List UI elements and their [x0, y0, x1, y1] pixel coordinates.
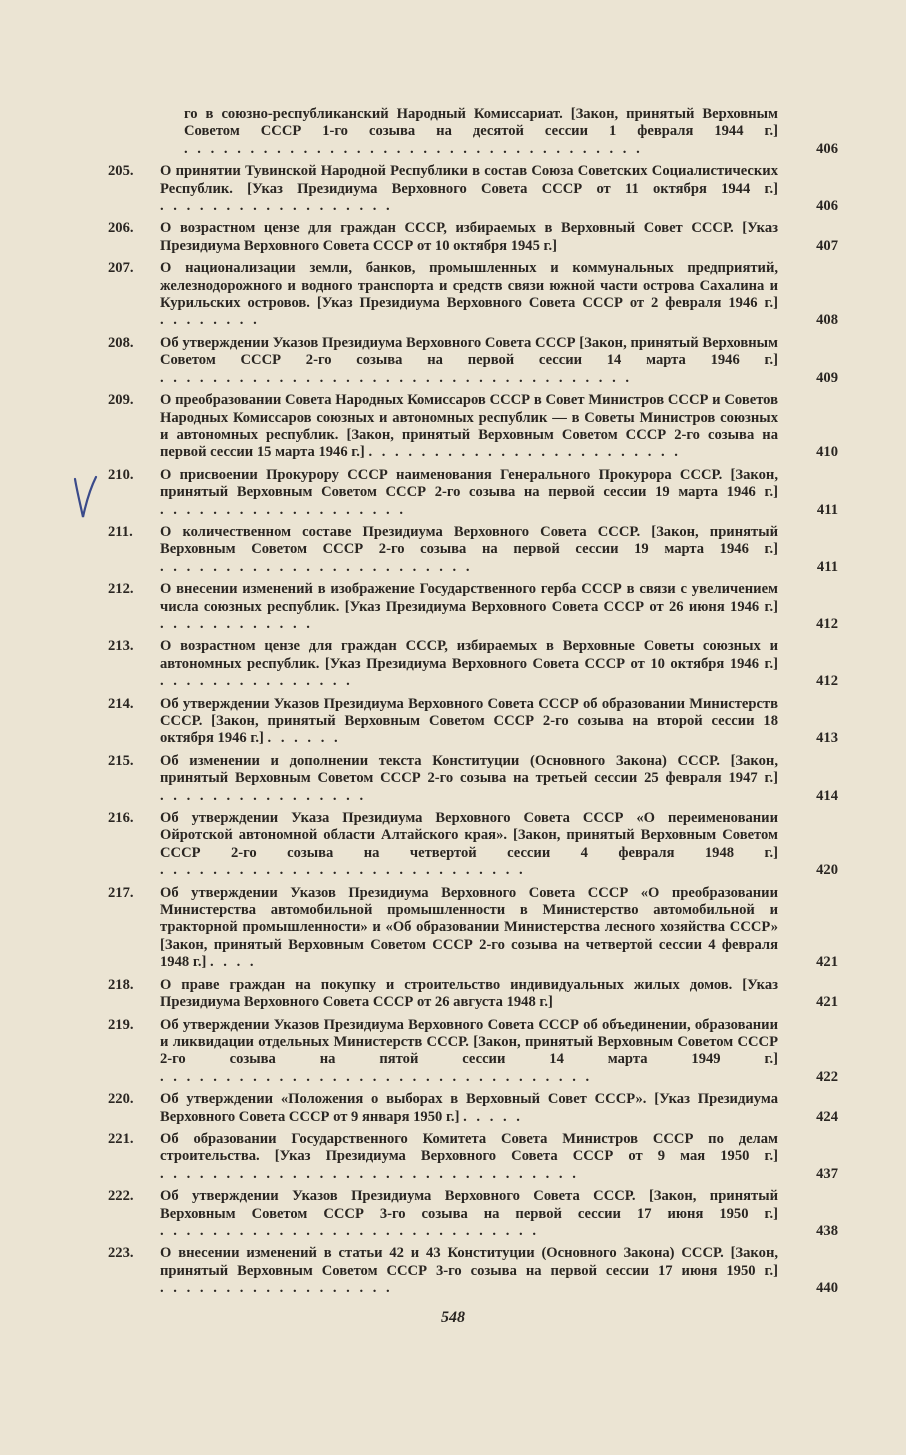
- entry-page-number: 438: [816, 1222, 838, 1239]
- entry-title: [160, 335, 778, 387]
- entry-title: [160, 753, 778, 805]
- entry-number: 212.: [108, 581, 134, 598]
- entry-page-number: 410: [816, 444, 838, 461]
- entry-title: [160, 977, 778, 1012]
- entry-title-text: О возрастном цензе для граждан СССР, избираемых в Верховный Совет СССР. [Указ Президиума Верховного Совета СССР от 10 октября 1945 г.]: [160, 220, 778, 254]
- entry-page-number: 422: [816, 1068, 838, 1085]
- entry-number: 219.: [108, 1016, 134, 1033]
- dot-leader: . . . . . . . . . . . . . . . . . . . . . . . . . . . . . . . . .: [160, 1068, 593, 1085]
- entry-title-text: О внесении изменений в изображение Государственного герба СССР в связи с увеличением числа союзных республик. [Указ Президиума Верховного Совета СССР от 26 июня 1946 г.]: [160, 581, 778, 615]
- entry-title-text: Об утверждении Указа Президиума Верховного Совета СССР «О переименовании Ойротской автономной области Алтайского края». [Закон, принятый Верховным Советом СССР 2-го созыва на четвертой сессии 4 февраля 1948 г.]: [160, 810, 778, 861]
- table-of-contents: [108, 106, 838, 1303]
- entry-page-number: 413: [816, 730, 838, 747]
- entry-title: [160, 467, 778, 519]
- toc-entry: [108, 392, 838, 462]
- dot-leader: . . . . . . . . . . . . . . .: [160, 673, 353, 690]
- dot-leader: . . . . . . . . . . . . . . . .: [160, 787, 367, 804]
- entry-number: 215.: [108, 752, 134, 769]
- entry-number: 216.: [108, 810, 134, 827]
- entry-title-text: Об утверждении «Положения о выборах в Верховный Совет СССР». [Указ Президиума Верховного Совета СССР от 9 января 1950 г.]: [160, 1091, 778, 1125]
- entry-title-text: Об образовании Государственного Комитета Совета Министров СССР по делам строительства. [Указ Президиума Верховного Совета СССР от 9 мая 1950 г.]: [160, 1130, 778, 1165]
- toc-entry: [108, 220, 838, 255]
- toc-entry: [108, 1091, 838, 1126]
- entry-page-number: 424: [816, 1108, 838, 1125]
- entry-title: [160, 696, 778, 748]
- entry-title-text: О количественном составе Президиума Верховного Совета СССР. [Закон, принятый Верховным Советом СССР 2-го созыва на первой сессии 19 марта 1946 г.]: [160, 523, 778, 558]
- entry-title: [160, 1091, 778, 1126]
- toc-entry: [108, 977, 838, 1012]
- entry-title: [160, 163, 778, 215]
- entry-title: [184, 106, 778, 158]
- dot-leader: . . . . . . . . . . . . . . . . . . .: [160, 501, 406, 518]
- entry-title-text: Об утверждении Указов Президиума Верховного Совета СССР. [Закон, принятый Верховным Советом СССР 3-го созыва на первой сессии 17 июня 1950 г.]: [160, 1188, 778, 1222]
- entry-number: 210.: [108, 466, 134, 483]
- dot-leader: . . . . . . . .: [160, 312, 260, 329]
- entry-number: 223.: [108, 1245, 134, 1262]
- entry-number: 209.: [108, 392, 134, 409]
- dot-leader: . . . . . . . . . . . . . . . . . . . . . . . . . . . . . . . .: [160, 1165, 579, 1182]
- entry-title-text: О присвоении Прокурору СССР наименования Генерального Прокурора СССР. [Закон, принятый Верховным Советом СССР 2-го созыва на первой сессии 19 марта 1946 г.]: [160, 466, 778, 501]
- entry-page-number: 409: [816, 369, 838, 386]
- entry-title: [160, 1188, 778, 1240]
- toc-entry: [108, 467, 838, 519]
- toc-entry: [108, 1245, 838, 1297]
- entry-page-number: 412: [816, 615, 838, 632]
- toc-entry: [108, 1131, 838, 1183]
- entry-page-number: 421: [816, 954, 838, 971]
- entry-title: [160, 524, 778, 576]
- entry-title: [160, 1017, 778, 1087]
- dot-leader: . . . . . . . . . . . .: [160, 615, 313, 632]
- entry-title: [160, 885, 778, 972]
- entry-page-number: 440: [816, 1280, 838, 1297]
- entry-page-number: 406: [816, 198, 838, 215]
- entry-number: 206.: [108, 220, 134, 237]
- dot-leader: . . . . . . . . . . . . . . . . . .: [160, 1280, 393, 1297]
- entry-title-text: О праве граждан на покупку и строительство индивидуальных жилых домов. [Указ Президиума Верховного Совета СССР от 26 августа 1948 г.]: [160, 976, 778, 1011]
- dot-leader: . . . . . . . . . . . . . . . . . . . . . . . . . . . . . . . . . . .: [184, 140, 643, 157]
- entry-title: [160, 1245, 778, 1297]
- entry-page-number: 411: [816, 558, 838, 575]
- toc-entry: [108, 885, 838, 972]
- entry-page-number: 421: [816, 994, 838, 1011]
- entry-number: 221.: [108, 1130, 134, 1147]
- entry-page-number: 412: [816, 673, 838, 690]
- entry-title-text: О национализации земли, банков, промышленных и коммунальных предприятий, железнодорожного и водного транспорта и средств связи южной части острова Сахалина и Курильских островов. [Указ Президиума Верховного Совета СССР от 2 февраля 1946 г.]: [160, 260, 778, 312]
- dot-leader: . . . . . . . . . . . . . . . . . .: [160, 198, 393, 215]
- entry-number: 208.: [108, 334, 134, 351]
- toc-entry: [108, 335, 838, 387]
- handwritten-checkmark: [72, 473, 98, 523]
- entry-page-number: 420: [816, 862, 838, 879]
- dot-leader: . . . . . .: [267, 730, 341, 747]
- toc-entry: [108, 1017, 838, 1087]
- entry-title-text: Об утверждении Указов Президиума Верховного Совета СССР об образовании Министерств СССР. [Закон, принятый Верховным Советом СССР 2-го созыва на второй сессии 18 октября 1946 г.]: [160, 695, 778, 747]
- entry-page-number: 408: [816, 312, 838, 329]
- entry-title: [160, 392, 778, 462]
- entry-title-text: О внесении изменений в статьи 42 и 43 Конституции (Основного Закона) СССР. [Закон, принятый Верховным Советом СССР 3-го созыва на первой сессии 17 июня 1950 г.]: [160, 1245, 778, 1279]
- entry-number: 205.: [108, 163, 134, 180]
- entry-title-text: О преобразовании Совета Народных Комиссаров СССР в Совет Министров СССР и Советов Народных Комиссаров союзных и автономных республик — в Советы Министров союзных и автономных республик. [Закон, принятый Верховным Советом СССР 2-го созыва на первой сессии 15 марта 1946 г.]: [160, 392, 778, 461]
- entry-title-text: го в союзно-республиканский Народный Комиссариат. [Закон, принятый Верховным Советом СССР 1-го созыва на десятой сессии 1 февраля 1944 г.]: [184, 106, 778, 140]
- dot-leader: . . . .: [209, 954, 257, 971]
- entry-title: [160, 220, 778, 255]
- entry-page-number: 414: [816, 787, 838, 804]
- toc-entry: [108, 753, 838, 805]
- toc-entry: [108, 638, 838, 690]
- toc-entry: [108, 810, 838, 880]
- entry-page-number: 406: [816, 140, 838, 157]
- toc-entry: [108, 581, 838, 633]
- dot-leader: . . . . . . . . . . . . . . . . . . . . . . . . . . . .: [160, 862, 526, 879]
- entry-title: [160, 260, 778, 330]
- entry-title-text: Об утверждении Указов Президиума Верховного Совета СССР «О преобразовании Министерства автомобильной промышленности в Министерство автомобильной и тракторной промышленности» и «Об образовании Министерства лесного хозяйства СССР» [Закон, принятый Верховным Советом СССР 2-го созыва на четвертой сессии 4 февраля 1948 г.]: [160, 884, 778, 971]
- entry-title-text: Об утверждении Указов Президиума Верховного Совета СССР [Закон, принятый Верховным Советом СССР 2-го созыва на первой сессии 14 марта 1946 г.]: [160, 334, 778, 369]
- toc-entry: [108, 524, 838, 576]
- dot-leader: . . . . . . . . . . . . . . . . . . . . . . . . . . . . . . . . . . . .: [160, 369, 633, 386]
- entry-title-text: О принятии Тувинской Народной Республики в состав Союза Советских Социалистических Республик. [Указ Президиума Верховного Совета СССР от 11 октября 1944 г.]: [160, 163, 778, 197]
- entry-title: [160, 1131, 778, 1183]
- entry-title-text: Об утверждении Указов Президиума Верховного Совета СССР об объединении, образовании и ликвидации отдельных Министерств СССР. [Закон, принятый Верховным Советом СССР 2-го созыва на пятой сессии 14 марта 1949 г.]: [160, 1016, 778, 1068]
- entry-number: 214.: [108, 695, 134, 712]
- dot-leader: . . . . . . . . . . . . . . . . . . . . . . . .: [368, 444, 681, 461]
- entry-title: [160, 810, 778, 880]
- entry-number: 207.: [108, 260, 134, 277]
- entry-number: 213.: [108, 638, 134, 655]
- entry-title-text: О возрастном цензе для граждан СССР, избираемых в Верховные Советы союзных и автономных республик. [Указ Президиума Верховного Совета СССР от 10 октября 1946 г.]: [160, 638, 778, 672]
- entry-title: [160, 581, 778, 633]
- toc-entry: [108, 106, 838, 158]
- page-number: 548: [441, 1309, 465, 1326]
- entry-number: 220.: [108, 1091, 134, 1108]
- dot-leader: . . . . . . . . . . . . . . . . . . . . . . . .: [160, 558, 473, 575]
- dot-leader: . . . . . . . . . . . . . . . . . . . . . . . . . . . . .: [160, 1222, 539, 1239]
- toc-entry: [108, 163, 838, 215]
- toc-entry: [108, 696, 838, 748]
- entry-number: 218.: [108, 976, 134, 993]
- entry-page-number: 411: [816, 501, 838, 518]
- toc-entry: [108, 1188, 838, 1240]
- entry-title-text: Об изменении и дополнении текста Конституции (Основного Закона) СССР. [Закон, принятый Верховным Советом СССР 2-го созыва на третьей сессии 25 февраля 1947 г.]: [160, 752, 778, 787]
- entry-number: 222.: [108, 1188, 134, 1205]
- toc-entry: [108, 260, 838, 330]
- entry-number: 211.: [108, 523, 133, 540]
- entry-number: 217.: [108, 884, 134, 901]
- entry-page-number: 407: [816, 237, 838, 254]
- dot-leader: . . . . .: [463, 1108, 523, 1125]
- entry-title: [160, 638, 778, 690]
- entry-page-number: 437: [816, 1165, 838, 1182]
